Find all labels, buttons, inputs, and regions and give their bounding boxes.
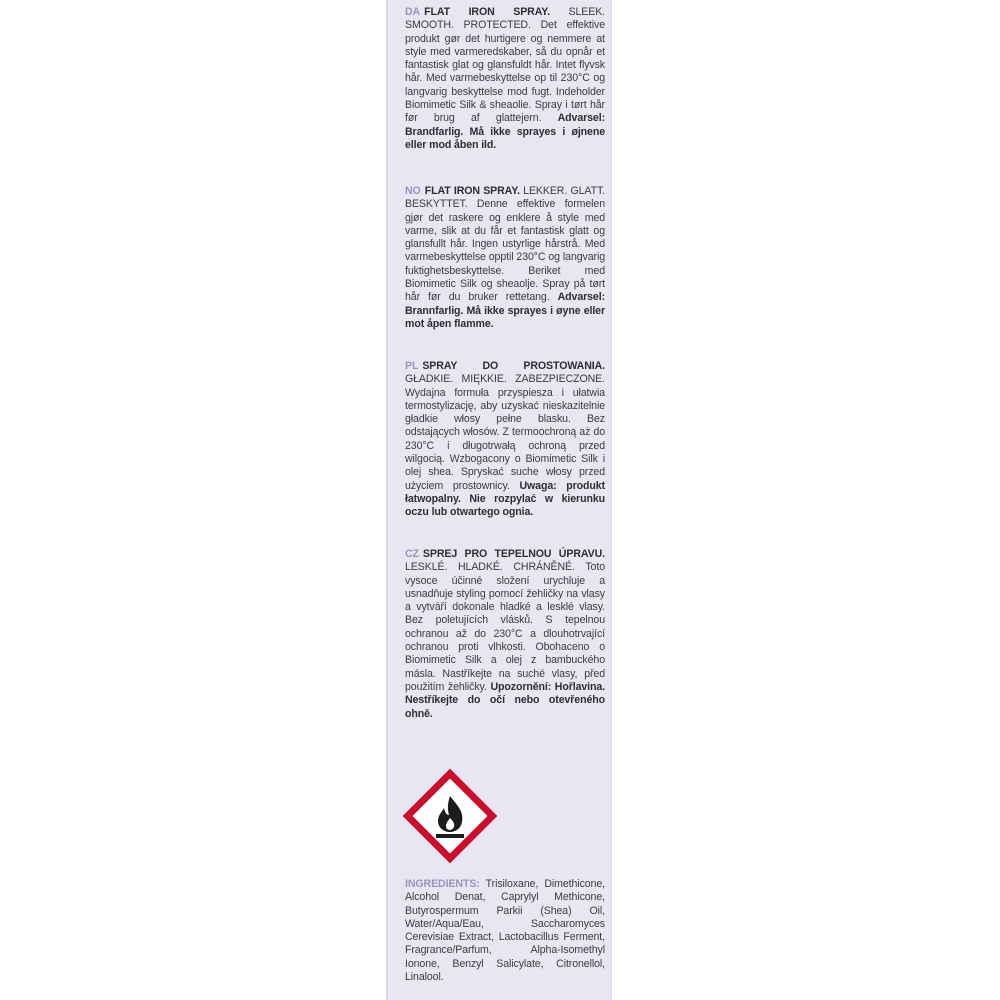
section-da [388, 6, 605, 152]
flammable-hazard-icon [402, 768, 498, 864]
section-body: LEKKER. GLATT. BESKYTTET. Denne effektive formelen gjør det raskere og enklere å style med varme, slik at du får et fantastisk glatt og glansfullt hår. Ingen ustyrlige hårstrå. Med varmebeskyttelse opptil 230°C og langvarig fuktighetsbeskyttelse. Beriket med Biomimetic Silk og sheaolje. Spray på tørt hår før du bruker rettetang. [405, 185, 605, 304]
section-body: LESKLÉ. HLADKÉ. CHRÁNĚNÉ. Toto vysoce účinné složení urychluje a usnadňuje styling pomocí žehličky na vlasy a vytváří dokonale hladké a lesklé vlasy. Bez poletujících vlásků. S tepelnou ochranou až do 230°C a dlouhotrvající ochranou proti vlhkosti. Obohaceno o Biomimetic Silk a olej z bambuckého másla. Nastříkejte na suché vlasy, před použitím žehličky. [405, 561, 605, 693]
section-body: GŁADKIE. MIĘKKIE. ZABEZPIECZONE. Wydajna formuła przyspiesza i ułatwia termostylizację, aby uzyskać nieskazitelnie gładkie włosy pełne blasku. Bez odstających włosów. Z termoochroną aż do 230°C i długotrwałą ochroną przed wilgocią. Wzbogacony o Biomimetic Silk i olej shea. Spryskać suche włosy przed użyciem prostownicy. [405, 373, 605, 492]
section-title: SPREJ PRO TEPELNOU ÚPRAVU. [422, 548, 605, 560]
lang-code: CZ [405, 548, 419, 560]
lang-code: NO [405, 185, 421, 197]
section-warning: Uwaga: produkt łatwopalny. Nie rozpylać w kierunku oczu lub otwartego ognia. [405, 479, 605, 519]
section-pl [388, 360, 605, 520]
section-cz [388, 548, 605, 721]
ingredients-text: Trisiloxane, Dimethicone, Alcohol Denat, Caprylyl Methicone, Butyrospermum Parkii (Shea) Oil, Water/Aqua/Eau, Saccharomyces Cerevisiae Extract, Lactobacillus Ferment, Fragrance/Parfum, Alpha-Isomethyl Ionone, Benzyl Salicylate, Citronellol, Linalool. [405, 878, 605, 984]
ingredients-label: INGREDIENTS: [405, 878, 480, 890]
lang-code: DA [405, 6, 421, 18]
panel-edge-right [610, 0, 612, 1000]
section-title: FLAT IRON SPRAY. [424, 185, 520, 197]
section-title: FLAT IRON SPRAY. [424, 6, 550, 18]
section-warning: Advarsel: Brannfarlig. Må ikke sprayes i øyne eller mot åpen flamme. [405, 291, 605, 330]
ingredients-block [388, 878, 605, 984]
section-warning: Advarsel: Brandfarlig. Må ikke sprayes i øjnene eller mod åben ild. [405, 112, 605, 151]
section-body: SLEEK. SMOOTH. PROTECTED. Det effektive produkt gør det hurtigere og nemmere at style med varmeredskaber, så du opnår et fantastisk glat og glansfuldt hår. Intet flyvsk hår. Med varmebeskyttelse op til 230°C og langvarig beskyttelse mod fugt. Indeholder Biomimetic Silk & sheaolie. Spray i tørt hår før brug af glattejern. [405, 6, 605, 125]
section-warning: Upozornění: Hořlavina. Nestříkejte do očí nebo otevřeného ohně. [405, 680, 605, 720]
section-title: SPRAY DO PROSTOWANIA. [422, 360, 605, 372]
section-no [388, 185, 605, 331]
lang-code: PL [405, 360, 419, 372]
